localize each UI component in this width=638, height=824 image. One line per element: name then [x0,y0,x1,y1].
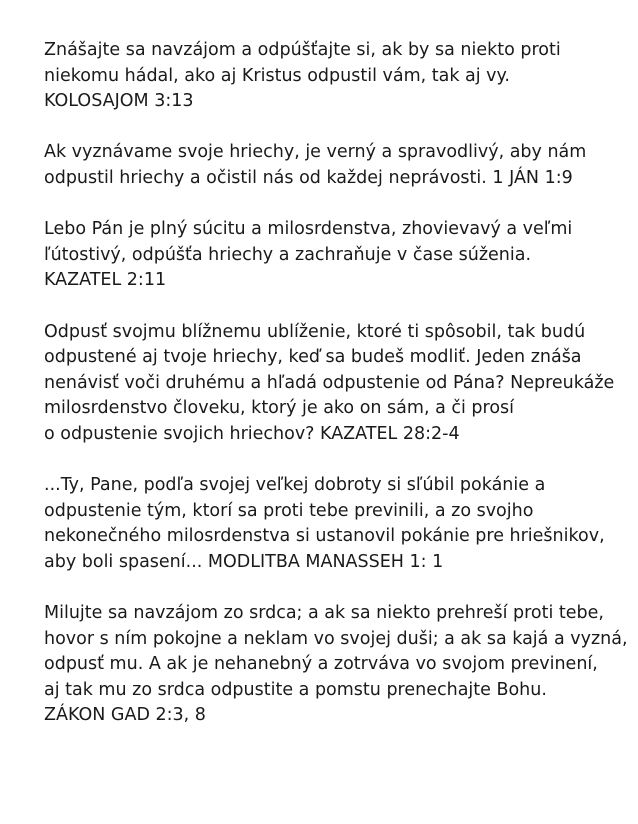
text-line: odpustené aj tvoje hriechy, keď sa budeš modliť. Jeden znáša [44,347,582,368]
text-line: KAZATEL 2:11 [44,270,167,291]
text-line: nekonečného milosrdenstva si ustanovil pokánie pre hriešnikov, [44,526,605,547]
verse-paragraph [44,217,638,294]
text-line: aj tak mu zo srdca odpustite a pomstu prenechajte Bohu. [44,679,547,700]
text-line: odpusť mu. A ak je nehanebný a zotrváva vo svojom previnení, [44,654,598,675]
text-line: milosrdenstvo človeku, ktorý je ako on sám, a či prosí [44,398,515,419]
verse-paragraph [44,601,638,729]
text-line: ...Ty, Pane, podľa svojej veľkej dobroty si sľúbil pokánie a [44,475,546,496]
text-line: Znášajte sa navzájom a odpúšťajte si, ak by sa niekto proti [44,40,561,60]
verse-paragraph [44,140,638,191]
text-line: ZÁKON GAD 2:3, 8 [44,705,206,726]
text-line: Ak vyznávame svoje hriechy, je verný a spravodlivý, aby nám [44,142,587,163]
text-line: nenávisť voči druhému a hľadá odpustenie od Pána? Nepreukáže [44,372,615,393]
verse-paragraph [44,38,638,115]
document-body [44,38,638,755]
text-line: o odpustenie svojich hriechov? KAZATEL 28:2-4 [44,423,460,444]
text-line: Odpusť svojmu blížnemu ublíženie, ktoré ti spôsobil, tak budú [44,321,586,342]
text-line: Milujte sa navzájom zo srdca; a ak sa niekto prehreší proti tebe, [44,603,604,624]
text-line: hovor s ním pokojne a neklam vo svojej duši; a ak sa kajá a vyzná, [44,628,628,649]
text-line: odpustenie tým, ktorí sa proti tebe previnili, a zo svojho [44,500,534,521]
text-line: KOLOSAJOM 3:13 [44,91,194,112]
text-line: aby boli spasení... MODLITBA MANASSEH 1: 1 [44,551,444,572]
verse-paragraph [44,473,638,575]
text-line: odpustil hriechy a očistil nás od každej neprávosti. 1 JÁN 1:9 [44,167,573,188]
text-line: Lebo Pán je plný súcitu a milosrdenstva, zhovievavý a veľmi [44,219,573,240]
text-line: ľútostivý, odpúšťa hriechy a zachraňuje v čase súženia. [44,244,532,265]
verse-paragraph [44,320,638,448]
text-line: niekomu hádal, ako aj Kristus odpustil vám, tak aj vy. [44,65,510,86]
